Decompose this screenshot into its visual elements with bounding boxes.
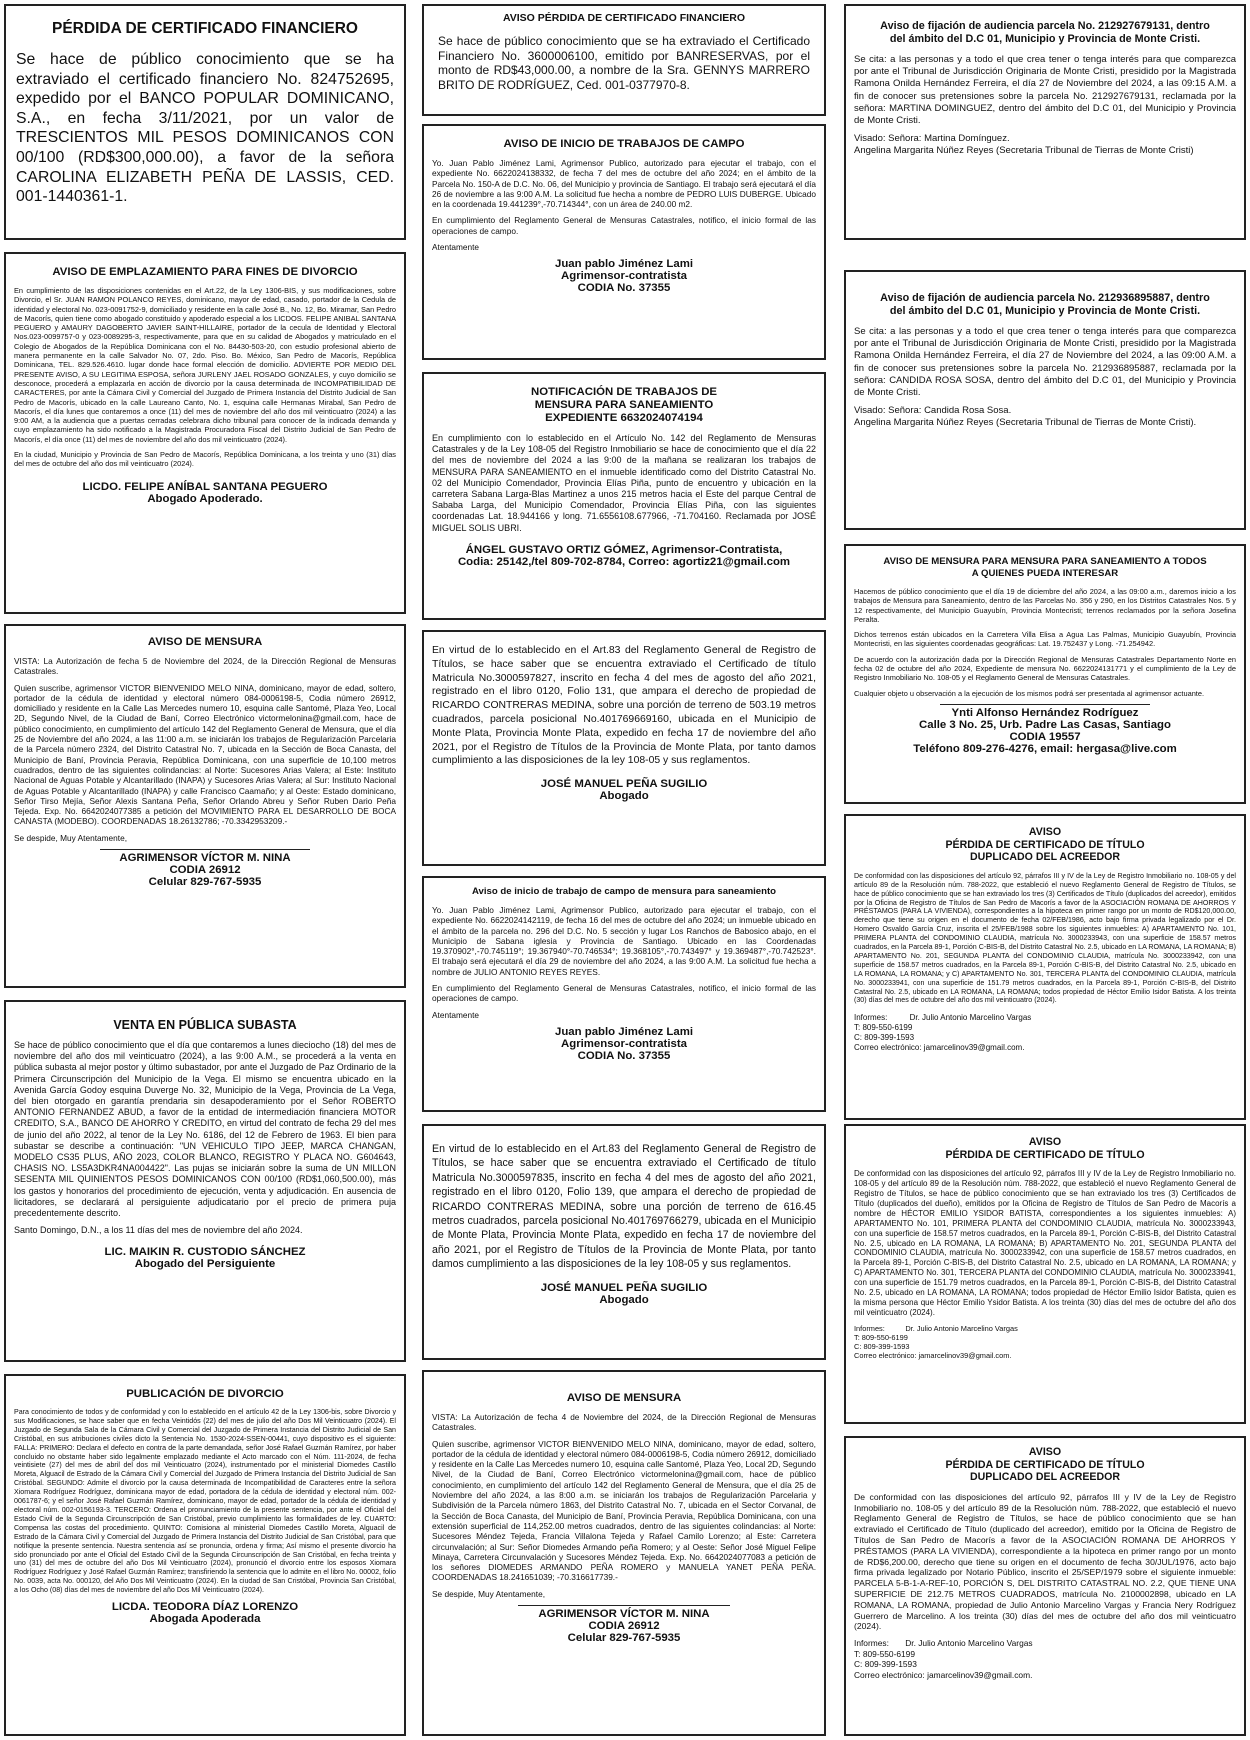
notice-contact [854, 1013, 1236, 1053]
notice-title-line-1: NOTIFICACIÓN DE TRABAJOS DE [530, 386, 718, 398]
signature-name: LICDO. FELIPE ANÍBAL SANTANA PEGUERO [82, 480, 328, 493]
signature-phone: Celular 829-767-5935 [148, 876, 262, 889]
signature-name: AGRIMENSOR VÍCTOR M. NINA [119, 852, 291, 865]
notice-paragraph-4: Cualquier objeto u observación a la ejecución de los mismos podrá ser presentada al agrimensor actuante. [854, 688, 1205, 698]
signature-role: Abogado [599, 1293, 649, 1306]
signature-role: Abogado [599, 790, 649, 803]
notice-body: En cumplimiento de las disposiciones contenidas en el Art.22, de la Ley 1306-BIS, y sus modificaciones, sobre Divorcio, el Sr. JUAN RAMON POLANCO REYES, dominicano, mayor de edad, casado, portador de la Cedula de identidad y electoral No. 023-0091752-9, domiciliado y residente en la calle José B., No. 12, Bo. Miramar, San Pedro de Macorís, quien tiene como abogado constituido y apoderado especial a los LICDOS. FELIPE ANIBAL SANTANA PEGUERO y AMAURY DAGOBERTO JAVIER SAINT-HILLAIRE, portador de la cecula de Identidad y Electoral Nos.023-0099757-0 y 023-0089295-3, respectivamente, para que en su calidad de Abogados y matriculado en el Colegio de Abogados de la República Dominicana con el No. 84430-503-20, con estudio profesional abierto de manera permanente en la calle Salvador No. 07, 2do. Piso. Bo. México, San Pedro de Macorís, República Dominicana, TEL. 829.526.4610. lugar donde hace formal elección de domicilio. ADVIERTE POR MEDIO DEL PRESENTE AVISO, A SU LEGITIMA ESPOSA, señora JURLENY JAEL ROSADO GONZALES, y cuyo domicilio se desconoce, procederá a emplazarla en acción de divorcio por la causa determinada de INCOMPATIBILIDAD DE CARACTERES, por ante la Cámara Civil y Comercial del Juzgado de Primera Instancia del Distrito Judicial de San Pedro de Macorís, ubicado en la calle Laureano Canto, No. 1, esquina calle Hermanas Mirabal, San Pedro de Macorís, el día lunes que contaremos a once (11) del mes de noviembre del año dos mil veinticuatro (2024) a las 9:00 AM, a la audiencia que a puertas cerradas celebrara dicho tribunal para conocer de la indicada demanda y cuyo emplazamiento ha sido notificado a la Magistrada Procuradora Fiscal del Distrito Judicial de San Pedro de Macorís, el día once (11) del mes de noviembre del año dos mil veinticuatro (2024). [14, 286, 396, 444]
contact-email: Correo electrónico: jamarcelinov39@gmail.com. [854, 1669, 1033, 1680]
notice-signature: Angelina Margarita Núñez Reyes (Secretaria Tribunal de Tierras de Monte Cristi). [854, 417, 1197, 429]
notice-title: PUBLICACIÓN DE DIVORCIO [126, 1388, 284, 1400]
notice-title: PÉRDIDA DE CERTIFICADO FINANCIERO [52, 20, 358, 37]
signature-codia: CODIA No. 37355 [577, 1049, 671, 1062]
signature-address: Calle 3 No. 25, Urb. Padre Las Casas, Santiago [919, 718, 1171, 731]
signature-codia: CODIA 26912 [588, 1620, 660, 1633]
notice-title-line-2: A QUIENES PUEDA INTERESAR [971, 567, 1119, 579]
notice-body: En virtud de lo establecido en el Art.83 del Reglamento General de Registro de Títulos, se hace saber que se encuentra extraviado el Certificado de título Matricula No.3000597835, inscrito en fecha 4 del mes de agosto del año 2021, registrado en el libro 0120, Folio 139, que ampara el derecho de propiedad de RICARDO CONTRERAS MEDINA, sobre una porción de terreno de 616.45 metros cuadrados, parcela posicional No.401769766279, ubicada en el Municipio de Monte Plata, Provincia Monte Plata, expedido en fecha 17 de noviembre del año 2021, por el Registro de Títulos de la Provincia de Monte Plata, por tanto damos cumplimiento a las disposiciones de la ley 108-05 y sus reglamentos. [432, 1143, 816, 1271]
notice-title [854, 556, 1236, 579]
notice-lost-title-certificate-503 [422, 630, 826, 866]
notice-survey-1863 [422, 1370, 826, 1736]
notice-lost-title-creditor-duplicate-parcel [844, 1436, 1246, 1736]
notice-body: Se cita: a las personas y a todo el que crea tener o tenga interés para que comparezca por ante el Tribunal de Jurisdicción Originaria de Monte Cristi, presidido por la Magistrada Ramona Onilda Hernández Ferreira, el día 27 de Noviembre del 2024, a las 09:00 A.M. a fin de conocer sus pretensiones sobre la parcela No. 212936895887, reclamada por la señora: CANDIDA ROSA SOSA, dentro del ámbito del D.C 01, del Municipio y Provincia de Monte Cristi. [854, 326, 1236, 399]
notice-contact [854, 1324, 1236, 1360]
notice-vista: VISTA: La Autorización de fecha 5 de Noviembre del 2024, de la Dirección Regional de Mensuras Catastrales. [14, 656, 396, 677]
contact-cell: C: 809-399-1593 [854, 1033, 915, 1043]
contact-informes: Informes: Dr. Julio Antonio Marcelino Vargas [854, 1323, 1018, 1333]
signature-role: Abogado del Persiguiente [134, 1258, 276, 1271]
notice-body: De conformidad con las disposiciones del artículo 92, párrafos III y IV de la Ley de Registro Inmobiliario no. 108-05 y del artículo 89 de la Resolución núm. 788-2022, que estableció el nuevo Reglamento General de Registro de Títulos, se hace de público conocimiento que se han extraviado los tres (3) Certificados de Título (duplicados del acreedor), emitidos por la Oficina de Registro de Títulos de San Pedro de Macorís a favor de la ASOCIACIÓN ROMANA DE AHORROS Y PRÉSTAMOS (PARA LA VIVIENDA), correspondientes a la hipoteca en primer rango por un monto de RD$120,000.00, derecho que tiene su origen en el documento de fecha 02/FEB/1986, acto bajo firma privada legalizado por el Dr. Homero Osvaldo García Cruz, inscrita el 25/FEB/1988 sobre los siguientes inmuebles: A) APARTAMENTO No. 101, PRIMERA PLANTA del CONDOMINIO CLAUDIA, matrícula No. 3000233943, con una superficie de 158.57 metros cuadrados, en la Parcela 89-1, Porción C-BIS-B, del Distrito Catastral No. 2.5, ubicado en LA ROMANA, LA ROMANA; B) APARTAMENTO No. 201, SEGUNDA PLANTA del CONDOMINIO CLAUDIA, matrícula No. 3000233942, con una superficie de 158.57 metros cuadrados, en la Parcela 89-1, Porción C-BIS-B, del Distrito Catastral No. 2.5, ubicado en LA ROMANA, LA ROMANA; y C) APARTAMENTO No. 301, TERCERA PLANTA del CONDOMINIO CLAUDIA, matrícula No. 3000233941, con una superficie de 151.79 metros cuadrados, en la Parcela 89-1, Porción C-BIS-B, del Distrito Catastral No. 2.5, ubicado en LA ROMANA, LA ROMANA; todos propiedad de Héctor Emilio Isidor Batista. A los treinta (30) días del mes de octubre del año dos mil veinticuatro (2024). [854, 871, 1236, 1005]
notice-lost-financial-certificate [4, 4, 406, 240]
notice-title-line-1: Aviso de fijación de audiencia parcela No. 212927679131, dentro [880, 20, 1210, 32]
signature-name: ÁNGEL GUSTAVO ORTIZ GÓMEZ, Agrimensor-Contratista, [465, 543, 783, 556]
notice-body: Para conocimiento de todos y de conformidad y con lo establecido en el artículo 42 de la Ley 1306-bis, sobre Divorcio y sus Modificaciones, se hace saber que en fecha Veintidós (22) del mes de julio del año Dos Mil Veinticuatro (2024). El Juzgado de Segunda Sala de la Cámara Civil y Comercial del Juzgado de Primera Instancia del Distrito Judicial de San Cristóbal, en sus atribuciones civiles dicto la Sentencia No. 1530-2024-SSEN-00441, cuyo dispositivo es el siguiente: FALLA: PRIMERO: Declara el defecto en contra de la parte demandada, señor José Rafael Guzmán Ramírez, por haber concluido no obstante haber sido legalmente emplazado mediante el Acto marcado con el Núm. 111-2024, de fecha veintisiete (27) del mes de abril del dos mil Veinticuatro (2024), instrumentado por el ministerial Diomedes Castillo Moreta, Alguacil de Estrado de la Cámara Civil y Comercial del Juzgado de Primera Instancia del Distrito Judicial de San Cristóbal. SEGUNDO: Admite el divorcio por la causa determinada de Incompatibilidad de Caracteres entre la señora Xiomara Rodríguez Rodríguez, dominicana mayor de edad, portadora de la cédula de identidad y electoral núm. 002-0061787-6; y el señor José Rafael Guzmán Ramírez, dominicano, mayor de edad, portador de la cédula de identidad y electoral núm. 002-0156193-3. TERCERO: Ordena el pronunciamiento de la presente sentencia, por ante el Oficial del Estado Civil de la Segunda Circunscripción de San Cristóbal, previo cumplimiento las formalidades de ley. CUARTO: Compensa las costas del procedimiento. QUINTO: Comisiona al ministerial Diomedes Castillo Moreta, Alguacil de Estrado de la Cámara Civil y Comercial del Juzgado de Primera Instancia del Distrito Judicial de San Cristóbal, para que notifique la presente sentencia. Nuestra sentencia así se pronuncia, ordena y firma; Así mismo el presente divorcio ha sido pronunciado por ante el Oficial del Estado Civil de la Segunda Circunscripción de San Cristóbal, en fecha treinta y uno (31) del mes de octubre del año Dos Mil Veinticuatro (2024), pronunció el divorcio entre los esposos Xiomara Rodríguez Rodríguez y José Rafael Guzmán Ramírez; transfiriendo la sentencia que lo admite en el libro No. 00002, folio No. 0039, acta No. 000120, del Año Dos Mil Veinticuatro (2024). En la ciudad de San Cristóbal, Provincia San Cristóbal, a los Ocho (08) días del mes de noviembre del año Dos Mil Veinticuatro (2024). [14, 1408, 396, 1595]
notice-visado: Visado: Señora: Martina Domínguez. [854, 133, 1010, 145]
notice-closing: Atentamente [432, 1009, 480, 1020]
notice-closing: Atentamente [432, 242, 480, 253]
notice-lost-title-owner-duplicate [844, 1124, 1246, 1424]
contact-cell: C: 809-399-1593 [854, 1659, 917, 1670]
notice-title [854, 292, 1236, 318]
notice-title: Aviso de inicio de trabajo de campo de mensura para saneamiento [471, 886, 777, 897]
notice-title [854, 826, 1236, 864]
signature-line [518, 1605, 729, 1606]
signature-codia: CODIA No. 37355 [577, 282, 671, 295]
notice-field-work-start [422, 124, 826, 360]
contact-cell: C: 809-399-1593 [854, 1341, 910, 1351]
notice-title [854, 1136, 1236, 1161]
notice-body-2: En cumplimiento del Reglamento General de Mensuras Catastrales, notifico, el inicio formal de las operaciones de campo. [432, 215, 816, 236]
signature-phone: Celular 829-767-5935 [567, 1632, 681, 1645]
notice-paragraph-3: De acuerdo con la autorización dada por la Dirección Regional de Mensuras Catastrales Departamento Norte en fecha 02 de octubre del año 2024, Expediente de mensura No. 6622024131771 y el cumplimiento de la Ley de Registro Inmobiliario No. 108-05 y el Reglamento General de Mensuras Catastrales. [854, 654, 1236, 683]
signature-line [100, 849, 310, 850]
notice-visado: Visado: Señora: Candida Rosa Sosa. [854, 405, 1012, 417]
notice-public-auction [4, 1000, 406, 1362]
notice-closing: Santo Domingo, D.N., a los 11 días del mes de noviembre del año 2024. [14, 1225, 303, 1236]
notice-body: En cumplimiento con lo establecido en el Artículo No. 142 del Reglamento de Mensuras Catastrales y de la Ley 108-05 del Registro Inmobiliario se hace de conocimiento que el día 22 del mes de noviembre del 2024 a las 9:00 de la mañana se realizaran los trabajos de MENSURA PARA SANEAMIENTO en el inmueble identificado como del Distrito Catastral No. 02 del Municipio Comendador, Provincia Elías Piña, punto de encuentro y ubicación en la carretera Sabana Larga-Blas Martinez a unos 215 metros hacia el Este del parque Central de Sababa Larga, del Municipio Comendador, Provincia Elías Piña, con las siguientes coordenadas Lat. 18.944166 y long. 71.6556108.677966, -71.704160. Reclamada por JOSÉ MIGUEL SOLIS UBRI. [432, 433, 816, 533]
notice-hearing-parcel-212936895887 [844, 270, 1246, 530]
notice-closing: En la ciudad, Municipio y Provincia de San Pedro de Macorís, República Dominicana, a los treinta y uno (31) días del mes de octubre del año dos mil veinticuatro (2024). [14, 450, 396, 469]
contact-email: Correo electrónico: jamarcelinov39@gmail.com. [854, 1043, 1025, 1053]
notice-sanitation-survey-all [844, 544, 1246, 804]
notice-title-line-1: AVISO [1028, 826, 1062, 838]
signature-name: JOSÉ MANUEL PEÑA SUGILIO [540, 778, 708, 791]
signature-role: Abogado Apoderado. [147, 492, 263, 505]
signature-line [940, 704, 1150, 705]
notice-title-line-3: DUPLICADO DEL ACREEDOR [969, 851, 1121, 864]
notice-body: Yo. Juan Pablo Jiménez Lami, Agrimensor Publico, autorizado para ejecutar el trabajo, con el expediente No. 6622024138332, de fecha 7 del mes de octubre del año 2024; en el ámbito de la Parcela No. 150-A de D.C. No. 06, del Municipio y provincia de Santiago. El trabajo será ejecutará el día 26 de noviembre a las 9:00 A.M. La solicitud fue hecha a nombre de PEDRO LUIS DUBERGE. Ubicado en la coordenada 19.441239°,-70.714344°, con un área de 240.00 m2. [432, 158, 816, 210]
signature-name: JOSÉ MANUEL PEÑA SUGILIO [540, 1281, 708, 1294]
contact-phone: T: 809-550-6199 [854, 1332, 908, 1342]
notice-lost-title-creditor-duplicate [844, 814, 1246, 1120]
notice-body-2: En cumplimiento del Reglamento General de Mensuras Catastrales, notifico, el inicio formal de las operaciones de campo. [432, 983, 816, 1004]
notice-title-line-2: del ámbito del D.C 01, Municipio y Provincia de Monte Cristi. [889, 305, 1201, 317]
contact-email: Correo electrónico: jamarcelinov39@gmail.com. [854, 1350, 1012, 1360]
notice-paragraph-2: Dichos terrenos están ubicados en la Carretera Villa Elisa a Agua Las Palmas, Municipio Guayubín, Provincia Montecristi, en las siguientes coordenadas geográficas: Lat. 19.752437 y Long. -71.254942. [854, 630, 1236, 649]
notice-title-line-1: AVISO [1028, 1136, 1062, 1148]
notice-closing: Se despide, Muy Atentamente, [432, 1588, 546, 1599]
notice-title [854, 20, 1236, 46]
contact-phone: T: 809-550-6199 [854, 1648, 915, 1659]
notice-body: Yo. Juan Pablo Jiménez Lami, Agrimensor Publico, autorizado para ejecutar el trabajo, con el expediente No. 6622024142119, de fecha 16 del mes de octubre del año 2024; un inmueble ubicado en el ámbito de la parcela no. 296 del D.C. No. 5 sección y lugar Los Ranchos de Babosico abajo, en el Municipio de Sabana iglesia y Provincia de Santiago. Ubicado en las Coordenadas 19.370902°,-70.745119°; 19.367940°-70.746534°; 19.368105°,-70.743497° y 19.369487°,-70.742523°. El trabajo será ejecutará el día 29 de noviembre del año 2024, a las 9:00 A.M. La solicitud fue hecha a nombre de JULIO ANTONIO REYES REYES. [432, 905, 816, 977]
notice-closing: Se despide, Muy Atentamente, [14, 832, 128, 843]
notice-title-line-3: DUPLICADO DEL ACREEDOR [969, 1471, 1121, 1484]
notice-field-work-sanitation [422, 876, 826, 1112]
notice-title [432, 386, 816, 425]
notice-lost-financial-certificate-banreservas [422, 4, 826, 116]
notice-signature: Angelina Margarita Núñez Reyes (Secretaria Tribunal de Tierras de Monte Cristi) [854, 145, 1194, 157]
notice-survey [4, 624, 406, 988]
notice-sanitation-survey [422, 372, 826, 620]
notice-title-line-1: AVISO DE MENSURA PARA MENSURA PARA SANEAMIENTO A TODOS [883, 556, 1207, 567]
notice-title-line-2: PÉRDIDA DE CERTIFICADO DE TÍTULO [945, 1458, 1145, 1471]
signature-name: Ynti Alfonso Hernández Rodríguez [951, 706, 1139, 719]
notice-title-line-2: del ámbito del D.C 01, Municipio y Provincia de Monte Cristi. [889, 33, 1201, 45]
notice-divorce-publication [4, 1374, 406, 1736]
signature-name: AGRIMENSOR VÍCTOR M. NINA [538, 1608, 710, 1621]
notice-body: Se hace de público conocimiento que se ha extraviado el Certificado Financiero No. 3600006100, emitido por BANRESERVAS, por el monto de RD$43,000.00, a nombre de la Sra. GENNYS MARRERO BRITO DE RODRÍGUEZ, Ced. 001-0377970-8. [438, 34, 810, 92]
notice-lost-title-certificate-616 [422, 1124, 826, 1360]
signature-role: Abogada Apoderada [149, 1613, 261, 1626]
contact-informes: Informes: Dr. Julio Antonio Marcelino Vargas [854, 1013, 1032, 1023]
signature-codia: CODIA 19557 [1009, 730, 1081, 743]
notice-title: AVISO PÉRDIDA DE CERTIFICADO FINANCIERO [502, 12, 746, 24]
signature-name: LIC. MAIKIN R. CUSTODIO SÁNCHEZ [104, 1246, 306, 1259]
signature-contact: Codia: 25142,/tel 809-702-8784, Correo: agortiz21@gmail.com [457, 555, 791, 568]
signature-name: Juan pablo Jiménez Lami [555, 258, 693, 271]
notice-title-line-2: PÉRDIDA DE CERTIFICADO DE TÍTULO [945, 838, 1145, 851]
notice-title-line-2: MENSURA PARA SANEAMIENTO [534, 399, 714, 411]
signature-contact: Teléfono 809-276-4276, email: hergasa@live.com [913, 742, 1177, 755]
notice-title-line-2: PÉRDIDA DE CERTIFICADO DE TÍTULO [945, 1148, 1145, 1161]
notice-title: AVISO DE MENSURA [566, 1392, 682, 1404]
notice-hearing-parcel-212927679131 [844, 4, 1246, 240]
notice-title: AVISO DE EMPLAZAMIENTO PARA FINES DE DIVORCIO [52, 266, 358, 278]
notice-contact [854, 1638, 1236, 1680]
signature-name: Juan pablo Jiménez Lami [555, 1025, 693, 1038]
notice-body: Se hace de público conocimiento que se ha extraviado el certificado financiero No. 824752695, expedido por el BANCO POPULAR DOMINICANO, S.A., en fecha 3/11/2021, por un valor de TRESCIENTOS MIL PESOS DOMINICANOS CON 00/100 (RD$300,000.00), a favor de la señora CAROLINA ELIZABETH PEÑA DE LASSIS, CED. 001-1440361-1. [16, 51, 394, 206]
notice-title: AVISO DE INICIO DE TRABAJOS DE CAMPO [503, 138, 745, 150]
signature-name: LICDA. TEODORA DÍAZ LORENZO [111, 1601, 299, 1614]
notice-title: VENTA EN PÚBLICA SUBASTA [113, 1018, 297, 1032]
notice-title: AVISO DE MENSURA [147, 636, 263, 648]
notice-body: Se cita: a las personas y a todo el que crea tener o tenga interés para que comparezca por ante el Tribunal de Jurisdicción Originaria de Monte Cristi, presidido por la Magistrada Ramona Onilda Hernández Ferreira, el día 27 de Noviembre del 2024, a las 09:15 A.M. a fin de conocer sus pretensiones sobre la parcela No. 212927679131, reclamada por la señora: MARTINA DOMINGUEZ, dentro del ámbito del D.C 01, del Municipio y Provincia de Monte Cristi. [854, 54, 1236, 127]
notice-title-line-3: EXPEDIENTE 6632024074194 [545, 412, 703, 424]
notice-body: Se hace de público conocimiento que el día que contaremos a lunes dieciocho (18) del mes de noviembre del año dos mil veinticuatro (2024), a las 9:00 A.M., se procederá a la venta en pública subasta al mejor postor y último subastador, por ante el Juzgado de Paz Ordinario de la Primera Circunscripción del Municipio de la Vega. El mismo se encuentra ubicado en la Avenida García Godoy esquina Duverge No. 32, Municipio de la Vega, Provincia de La Vega, del bien otorgado en garantía prendaria sin desapoderamiento por el Señor ROBERTO ANTONIO FERNANDEZ ABUD, a favor de la entidad de intermediación financiera MOTOR CREDITO, S.A., BANCO DE AHORRO Y CREDITO, en virtud del contrato de fecha 29 del mes de junio del año 2022, al tenor de la Ley No. 6186, del 12 de Febrero de 1963. El bien para subastar se describe a continuación: "UN VEHICULO TIPO JEEP, MARCA CHANGAN, MODELO CS35 PLUS, AÑO 2023, COLOR BLANCO, REGISTRO Y PLACA NO. G604643, CHASIS NO. LS5A3DKR4NA004422". Las pujas se iniciarán sobre la suma de UN MILLON SESENTA MIL QUINIENTOS PESOS DOMINICANOS CON 00/100 (RD$1,060,500.00), más los gastos y honorarios del procedimiento de ejecución, venta y adjudicación. En ausencia de licitadores, se declarará al persiguiente adjudicatario por el precio de primera puja precedentemente descrito. [14, 1040, 396, 1219]
contact-phone: T: 809-550-6199 [854, 1023, 913, 1033]
notice-body: De conformidad con las disposiciones del artículo 92, párrafos III y IV de la Ley de Registro Inmobiliario no. 108-05 y del artículo 89 de la Resolución núm. 788-2022, que estableció el nuevo Reglamento General de Registro de Títulos, se hace de público conocimiento que se han extraviado el Certificado de Título (duplicado del acreedor), emitido por la Oficina de Registro de Títulos de San Pedro de Macorís a favor de la ASOCIACIÓN ROMANA DE AHORROS Y PRÉSTAMOS (PARA LA VIVIENDA), correspondiente a la hipoteca en primer rango por un monto de RD$6,200.00, derecho que tiene su origen en el documento de fecha 30/JUL/1976, acto bajo firma privada legalizado por Notario Público, inscrito el 25/SEP/1979 sobre el siguiente inmueble: PARCELA 5-B-1-A-REF-10, PORCIÓN S, DEL DISTRITO CATASTRAL NO. 2.2, QUE TIENE UNA SUPERFICIE DE 212.75 METROS CUADRADOS, matrícula No. 2100002898, ubicado en LA ROMANA, LA ROMANA, propiedad de Julio Antonio Marcelino Vargas y Francia Nery Rodríguez Guerrero de Marcelino. A los treinta (30) días del mes de octubre del año dos mil veinticuatro (2024). [854, 1491, 1236, 1632]
notice-title-line-1: AVISO [1028, 1446, 1062, 1458]
notice-body: En virtud de lo establecido en el Art.83 del Reglamento General de Registro de Títulos, se hace saber que se encuentra extraviado el Certificado de título Matricula No.3000597827, inscrito en fecha 4 del mes de agosto del año 2021, registrado en el libro 0120, Folio 131, que ampara el derecho de propiedad de RICARDO CONTRERAS MEDINA, sobre una porción de terreno de 503.19 metros cuadrados, parcela posicional No.401769669160, ubicada en el Municipio de Monte Plata, Provincia Monte Plata, expedido en fecha 17 de noviembre del año 2021, por el Registro de Títulos de la Provincia de Monte Plata, por tanto damos cumplimiento a las disposiciones de la ley 108-05 y sus reglamentos. [432, 645, 816, 767]
notice-body: Quien suscribe, agrimensor VICTOR BIENVENIDO MELO NINA, dominicano, mayor de edad, soltero, portador de la cédula de identidad y electoral número 084-0006198-5, Codia número 26912, domiciliado y residente en la Calle Las Mercedes numero 10, esquina calle Santomé, Plaza Yeo, Local 2D, Segundo Nivel, de la Ciudad de Baní, Correo Electrónico victormelonina@gmail.com, hace de público conocimiento, en cumplimiento del artículo 142 del Reglamento General de Mensura, que el día 25 de Noviembre del año 2024, a las 11:00 a.m. se iniciarán los trabajos de Regularización Parcelaria de la Parcela número 2324, del Distrito Catastral No. 7, ubicada en la Sección de Boca Canasta, del Municipio de Baní, Provincia Peravia, República Dominicana, con una superficie de 10,100 metros cuadrados, dentro de las siguientes colindancias: al Norte: Sucesores Arias Valera; al Este: Instituto Nacional de Aguas Potable y Alcantarillado (INAPA) y Sucesores Arias Valera; al Sur: Instituto Nacional de Aguas Potable y Alcantarillado (INAPA) y calle Francisco Caamaño; y al Oeste: Estado dominicano, Señor Tirso Mejía, Señor Alexis Santana Peña, Señor Orlando Abreu y Señor Ruben Dario Peña Tejeda. Exp. No. 6642024077385 a petición del MOVIMIENTO PARA EL DESARROLLO DE BOCA CANASTA (MODEBO). COORDENADAS 18.26132786; -70.3342953209.- [14, 682, 396, 827]
notice-paragraph-1: Hacemos de público conocimiento que el día 19 de diciembre del año 2024, a las 09:00 a.m., daremos inicio a los trabajos de Mensura para Saneamiento, dentro de las Parcelas No. 356 y 290, en los Distritos Catastrales Nos. 5 y 12 respectivamente, del Municipio Guayubín, Provincia Montecristi; terrenos reclamados por la señora Josefina Peralta. [854, 587, 1236, 624]
contact-informes: Informes: Dr. Julio Antonio Marcelino Vargas [854, 1638, 1033, 1649]
notice-body: De conformidad con las disposiciones del artículo 92, párrafos III y IV de la Ley de Registro Inmobiliario no. 108-05 y del artículo 89 de la Resolución núm. 788-2022, que estableció el nuevo Reglamento General de Registro de Títulos, se hace de público conocimiento que se han extraviado los tres (3) Certificados de Título (duplicados del dueño), emitidos por la Oficina de Registro de Títulos de San Pedro de Macorís a nombre de HÉCTOR EMILIO YSIDOR BATISTA, correspondientes a los siguientes inmuebles: A) APARTAMENTO No. 101, PRIMERA PLANTA del CONDOMINIO CLAUDIA, matrícula No. 3000233943, con una superficie de 158.57 metros cuadrados, en la Parcela 89-1, Porción C-BIS-B, del Distrito Catastral No. 2.5, ubicado en LA ROMANA, LA ROMANA; B) APARTAMENTO No. 201, SEGUNDA PLANTA del CONDOMINIO CLAUDIA, matrícula No. 3000233942, con una superficie de 158.57 metros cuadrados, en la Parcela 89-1, Porción C-BIS-B, del Distrito Catastral No. 2.5, ubicado en LA ROMANA, LA ROMANA; y C) APARTAMENTO No. 301, TERCERA PLANTA del CONDOMINIO CLAUDIA, matrícula No. 3000233941, con una superficie de 151.79 metros cuadrados, en la Parcela 89-1, Porción C-BIS-B, del Distrito Catastral No. 2.5, ubicado en LA ROMANA, LA ROMANA; todos propiedad de Héctor Emilio Isidor Batista, quien es la misma persona que Héctor Emilio Ysidor Batista. A los treinta (30) días del mes de octubre del año dos mil veinticuatro (2024). [854, 1169, 1236, 1317]
notice-divorce-summons [4, 252, 406, 614]
signature-role: Agrimensor-contratista [561, 1037, 687, 1050]
notice-body: Quien suscribe, agrimensor VICTOR BIENVENIDO MELO NINA, dominicano, mayor de edad, soltero, portador de la cédula de identidad y electoral número 084-0006198-5, Codia número 26912, domiciliado y residente en la Calle Las Mercedes numero 10, esquina calle Santomé, Plaza Yeo, Local 2D, Segundo Nivel, de la Ciudad de Baní, Correo Electrónico victormelonina@gmail.com, hace de público conocimiento, en cumplimiento del artículo 142 del Reglamento General de Mensura, que el día 25 de Noviembre del año 2024, a las 8:00 a.m. se iniciarán los trabajos de Regularización Parcelaria y Subdivisión de la Parcela número 1863, del Distrito Catastral No. 7, ubicada en el Sector Corvanal, de la Sección de Boca Canasta, del Municipio de Baní, Provincia Peravia, República Dominicana, con una extensión superficial de 114,252.00 metros cuadrados, dentro de las siguientes colindancias: al Norte: Sucesores Méndez Tejeda, Francia Villalona Tejeda y Rafael Camilo Lorenzo; al Este: Carretera circunvalación; al Sur: Señor Diomedes Armando peña Romero; y al Oeste: Señor José Miguel Felipe Minaya, Carretera Circunvalación y Sucesores Méndez Tejeda. Exp. No. 6642024077083 a petición de los señores DIOMEDES ARMANDO PEÑA ROMERO y MANUELA YANET PEÑA PEÑA. COORDENADAS 18.241651039; -70.316617739.- [432, 1438, 816, 1583]
signature-role: Agrimensor-contratista [561, 270, 687, 283]
notice-title-line-1: Aviso de fijación de audiencia parcela No. 212936895887, dentro [880, 292, 1210, 304]
signature-codia: CODIA 26912 [169, 864, 241, 877]
notice-title [854, 1446, 1236, 1484]
notice-vista: VISTA: La Autorización de fecha 4 de Noviembre del 2024, de la Dirección Regional de Mensuras Catastrales. [432, 1412, 816, 1433]
